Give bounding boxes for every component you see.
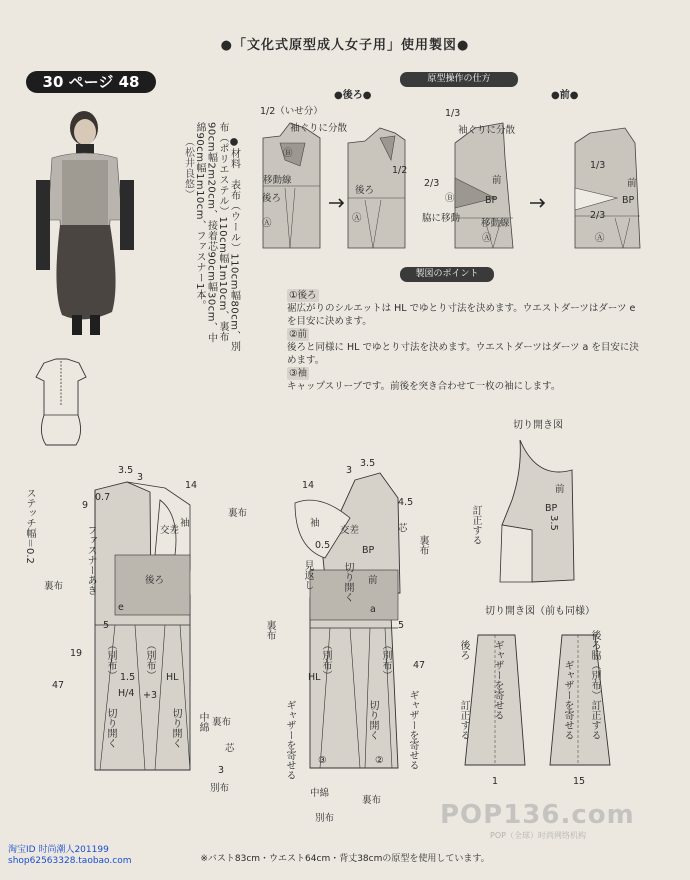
front-gather1: ギャザーを寄せる — [284, 700, 295, 780]
watermark-sub: POP（全球）时尚网络机构 — [490, 831, 586, 840]
back-p3: +3 — [143, 690, 158, 701]
back-urafu: 裏布 — [44, 581, 64, 592]
cut-open-title2: 切り開き図（前も同様） — [485, 606, 595, 617]
cut-n35: 3.5 — [548, 515, 559, 531]
op-back-move: 移動線 — [263, 175, 292, 186]
materials-author: （松井良悠） — [182, 136, 194, 200]
front-n47: 47 — [413, 660, 426, 671]
front-n35: 3.5 — [360, 458, 376, 469]
front-n14: 14 — [302, 480, 315, 491]
front-shin: 芯 — [398, 523, 408, 534]
back-betsu1: （別布） — [105, 640, 116, 680]
op-front-A: Ⓐ — [482, 233, 492, 244]
op-front-dartmove: 脇に移動 — [422, 213, 461, 224]
cut-front-label: 前 — [555, 484, 565, 495]
back-urafu2: 裏布 — [212, 717, 232, 728]
front-ura: 裏布 — [417, 535, 428, 555]
cut-bp: BP — [545, 503, 558, 514]
op-back-A: Ⓐ — [262, 218, 272, 229]
front-c3: ③ — [318, 755, 327, 766]
op-front-label: 前 — [492, 175, 502, 186]
point-body: 後ろと同様に HL でゆとり寸法を決めます。ウエストダーツはダーツ a を目安に決めます。 — [287, 342, 639, 366]
point-head: ③袖 — [289, 368, 308, 379]
points-tag: 製図のポイント — [400, 267, 494, 282]
op-front-label2: 前 — [627, 178, 637, 189]
point-item — [287, 367, 647, 380]
op-back-neck: 袖ぐりに分散 — [290, 123, 348, 134]
op-front-A2: Ⓐ — [595, 233, 605, 244]
op-back-B: Ⓑ — [283, 148, 293, 159]
front-betsu3: 別布 — [315, 813, 335, 824]
point-body: 裾広がりのシルエットは HL でゆとり寸法を決めます。ウエストダーツはダーツ e を目安に決めます。 — [287, 303, 636, 327]
front-n45: 4.5 — [398, 497, 414, 508]
back-betsu2: （別布） — [144, 640, 155, 680]
back-sleeve: 袖 — [180, 518, 190, 529]
cut-gather-right: ギャザーを寄せる — [562, 660, 573, 740]
point-head: ①後ろ — [289, 290, 317, 301]
cut-correct2: 訂正する — [458, 700, 469, 740]
back-n35: 3.5 — [118, 465, 134, 476]
front-kiri: 切り開く — [342, 562, 353, 602]
back-kosa: 交差 — [160, 525, 180, 536]
point-body: キャップスリーブです。前後を突き合わせて一枚の袖にします。 — [287, 381, 561, 392]
cut-n1: 1 — [492, 776, 499, 787]
op-front-third: 1/3 — [445, 108, 461, 119]
op-back-label2: 後ろ — [355, 185, 375, 196]
cut-back-label: 後ろ — [458, 640, 469, 660]
stamp-line2: shop62563328.taobao.com — [8, 856, 132, 866]
front-nakawata: 中綿 — [310, 788, 330, 799]
op-front-twothirds2: 2/3 — [590, 210, 606, 221]
back-hl: HL — [166, 672, 179, 683]
cut-gather-left: ギャザーを寄せる — [492, 640, 503, 720]
front-heading: ●前● — [551, 90, 579, 101]
watermark-main: POP136.com — [440, 800, 635, 830]
op-back-half: 1/2（いせ分） — [260, 106, 323, 117]
back-n3: 3 — [137, 472, 144, 483]
front-urafu: 裏布 — [264, 620, 275, 640]
back-fastener: ファスナーあき — [85, 525, 96, 595]
front-a: a — [370, 604, 376, 615]
page-title: ●「文化式原型成人女子用」使用製図● — [220, 38, 470, 53]
front-sleeve: 袖 — [310, 518, 320, 529]
front-label: 前 — [368, 575, 378, 586]
back-n14: 14 — [185, 480, 198, 491]
front-betsu2: （別布） — [380, 640, 391, 680]
materials-text — [155, 122, 251, 352]
back-n3b: 3 — [218, 765, 225, 776]
back-nakawata: 中綿 — [197, 712, 208, 732]
cut-correct: 訂正する — [470, 505, 481, 545]
op-front-spread: 袖ぐりに分散 — [458, 125, 516, 136]
op-front-twothirds: 2/3 — [424, 178, 440, 189]
front-mikaeshi: 見返し — [302, 560, 313, 590]
point-item — [287, 289, 647, 302]
op-back-A2: Ⓐ — [352, 213, 362, 224]
back-n15: 1.5 — [120, 672, 136, 683]
back-heading: ●後ろ● — [334, 90, 372, 101]
footer-note: ※バスト83cm・ウエスト64cm・背丈38cmの原型を使用しています。 — [200, 854, 490, 864]
operation-tag: 原型操作の仕方 — [400, 72, 518, 87]
front-bp: BP — [362, 545, 375, 556]
op-front-moveline: 移動線 — [481, 218, 510, 229]
cut-n15: 15 — [573, 776, 586, 787]
back-ura: 裏布 — [228, 508, 248, 519]
page-number-badge: 30 ページ 48 — [26, 71, 156, 93]
front-hl: HL — [308, 672, 321, 683]
back-kiri1: 切り開く — [105, 708, 116, 748]
back-n5: 5 — [103, 620, 110, 631]
op-front-third2: 1/3 — [590, 160, 606, 171]
back-kiri2: 切り開く — [170, 708, 181, 748]
back-betsu3: 別布 — [210, 783, 230, 794]
op-back-label: 後ろ — [262, 193, 282, 204]
front-n05: 0.5 — [315, 540, 331, 551]
back-label: 後ろ — [145, 575, 165, 586]
op-front-B: Ⓑ — [445, 193, 455, 204]
front-c2: ② — [375, 755, 384, 766]
point-item — [287, 328, 647, 341]
op-front-bp: BP — [485, 195, 498, 206]
front-betsu: （別布） — [320, 640, 331, 680]
front-kosa: 交差 — [340, 525, 360, 536]
front-n5: 5 — [398, 620, 405, 631]
back-e: e — [118, 602, 124, 613]
front-kiri2: 切り開く — [367, 700, 378, 740]
op-front-bp2: BP — [622, 195, 635, 206]
cut-open-skirt — [450, 615, 630, 790]
back-n9: 9 — [82, 500, 89, 511]
back-h4: H/4 — [118, 688, 135, 699]
back-shin: 芯 — [225, 743, 235, 754]
cut-side: 後ろ脇（別布）訂正する — [589, 630, 600, 740]
cut-open-title: 切り開き図 — [513, 420, 563, 431]
model-photo — [22, 100, 142, 335]
point-head: ②前 — [289, 329, 308, 340]
garment-sketch — [24, 355, 99, 450]
materials-body: ●材料 表布（ウール）110cm幅80cm、別布（ポリエステル）110cm幅1m10cm、裏布90cm幅2m20cm、接着芯90cm幅30cm、中綿90cm幅1m10cm、ファスナー1本。 — [194, 122, 240, 352]
front-gather2: ギャザーを寄せる — [407, 690, 418, 770]
op-back-half2: 1/2 — [392, 165, 408, 176]
points-list — [287, 289, 647, 393]
stamp-line1: 淘宝ID 时尚潮人201199 — [8, 845, 109, 855]
front-n3: 3 — [346, 465, 353, 476]
back-n07: 0.7 — [95, 492, 111, 503]
back-n47: 47 — [52, 680, 65, 691]
back-n19: 19 — [70, 648, 83, 659]
front-urafu2: 裏布 — [362, 795, 382, 806]
stitch-width-label: ステッチ幅＝0.2 — [24, 488, 35, 564]
